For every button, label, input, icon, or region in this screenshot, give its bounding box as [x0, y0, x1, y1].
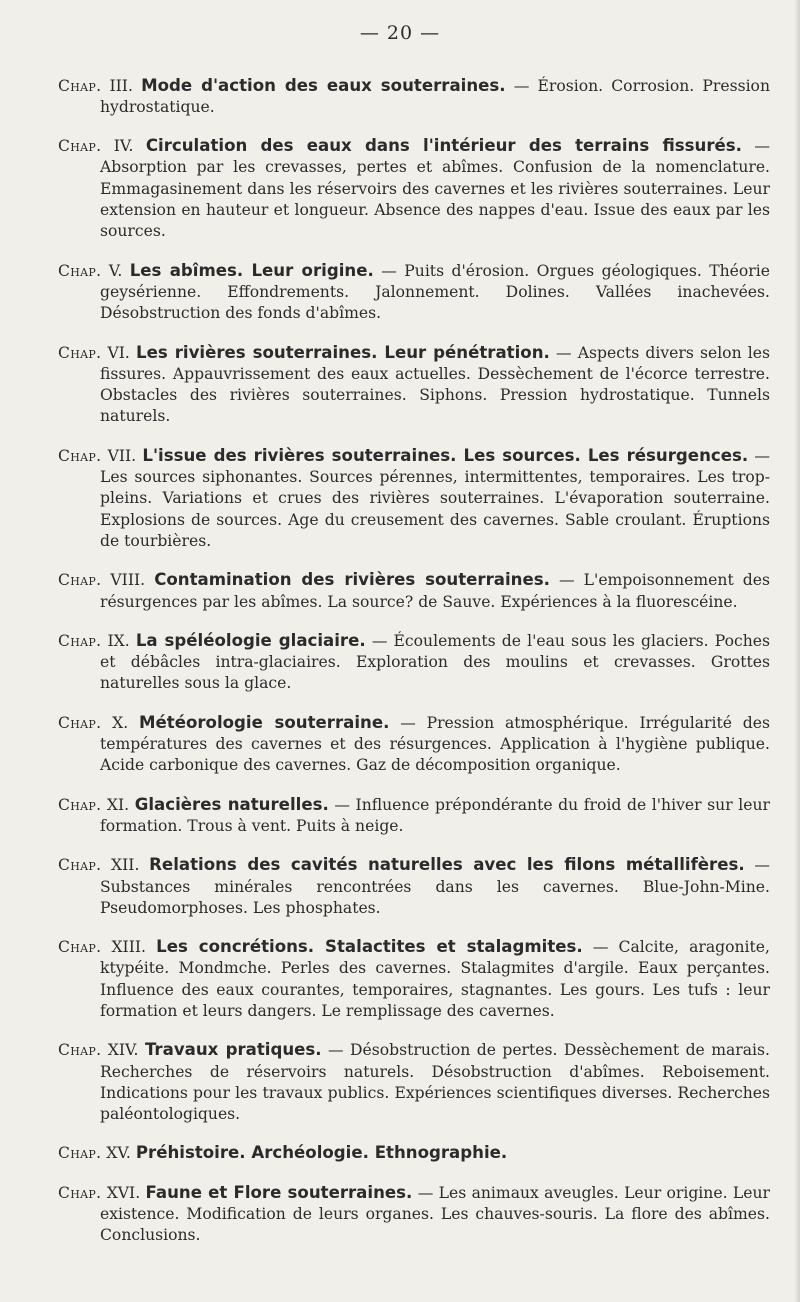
chapter-summary: — Écoulements de l'eau sous les glaciers. Poches et débâcles intra-glaciaires. Exploration des moulins et crevasses. Grottes naturelles sous la glace.	[100, 631, 770, 693]
chapter-title: Météorologie souterraine.	[139, 712, 390, 732]
chapter-number: XII.	[111, 856, 140, 875]
chapter-summary: — Les animaux aveugles. Leur origine. Leur existence. Modification de leurs organes. Les chauves-souris. La flore des abîmes. Conclusions.	[100, 1183, 770, 1245]
chapter-title: L'issue des rivières souterraines. Les sources. Les résurgences.	[142, 445, 749, 465]
chapter-number: V.	[108, 261, 123, 280]
chapter-summary: — Puits d'érosion. Orgues géologiques. Théorie geysérienne. Effondrements. Jalonnement. Dolines. Vallées inachevées. Désobstruction des fonds d'abîmes.	[100, 261, 770, 323]
chapter-number: VIII.	[110, 571, 146, 590]
chapter-number: XIV.	[107, 1041, 139, 1060]
chapter-summary: — Les sources siphonantes. Sources pérennes, intermittentes, temporaires. Les trop-pleins. Variations et crues des rivières souterraines. L'évaporation souterraine. Explosions de sources. Age du creusement des cavernes. Sable croulant. Éruptions de tourbières.	[100, 446, 770, 550]
chapter-title: Relations des cavités naturelles avec les filons métallifères.	[149, 855, 745, 875]
chapter-number: XV.	[106, 1144, 131, 1163]
chapter-title: Les abîmes. Leur origine.	[129, 260, 374, 280]
chap-label: Chap.	[58, 343, 102, 362]
chap-label: Chap.	[58, 856, 102, 875]
toc-entry-xiv	[58, 1039, 770, 1125]
chapter-title: Préhistoire. Archéologie. Ethnographie.	[135, 1143, 508, 1163]
chapter-title: Travaux pratiques.	[144, 1040, 322, 1060]
chap-label: Chap.	[58, 1183, 102, 1202]
chapter-summary: — Aspects divers selon les fissures. Appauvrissement des eaux actuelles. Dessèchement de l'écorce terrestre. Obstacles des rivières souterraines. Siphons. Pression hydrostatique. Tunnels naturels.	[100, 343, 770, 426]
chapter-summary: — Influence prépondérante du froid de l'hiver sur leur formation. Trous à vent. Puits à neige.	[100, 795, 770, 835]
chap-label: Chap.	[58, 1041, 102, 1060]
toc-entry-vii	[58, 445, 770, 552]
chapter-summary: — Calcite, aragonite, ktypéite. Mondmche. Perles des cavernes. Stalagmites d'argile. Eaux perçantes. Influence des eaux courantes, temporaires, stagnantes. Les gours. Les tufs : leur formation et leurs dangers. Le remplissage des cavernes.	[100, 938, 770, 1020]
chapter-title: Contamination des rivières souterraines.	[154, 570, 550, 590]
chapter-summary: — Érosion. Corrosion. Pression hydrostatique.	[100, 76, 770, 116]
toc-entry-xi	[58, 794, 770, 838]
toc-entry-xv	[58, 1142, 770, 1164]
chap-label: Chap.	[58, 261, 102, 280]
toc-entry-v	[58, 260, 770, 325]
chapter-number: IV.	[113, 137, 134, 156]
chapter-number: X.	[112, 713, 129, 732]
chapter-title: La spéléologie glaciaire.	[135, 630, 366, 650]
chap-label: Chap.	[58, 713, 102, 732]
toc-entry-x	[58, 712, 770, 777]
chapter-title: Les concrétions. Stalactites et stalagmites.	[156, 937, 583, 957]
chap-label: Chap.	[58, 571, 102, 590]
chapter-number: IX.	[107, 631, 130, 650]
chapter-number: XVI.	[106, 1183, 141, 1202]
chap-label: Chap.	[58, 1144, 102, 1163]
chapter-title: Glacières naturelles.	[134, 794, 329, 814]
chapter-summary: — Absorption par les crevasses, pertes et abîmes. Confusion de la nomenclature. Emmagasinement dans les réservoirs des cavernes et les rivières souterraines. Leur extension en hauteur et longueur. Absence des nappes d'eau. Issue des eaux par les sources.	[100, 137, 770, 241]
toc-entry-iii	[58, 75, 770, 119]
chapter-number: III.	[109, 76, 133, 95]
page-edge-shadow	[794, 0, 800, 1302]
chap-label: Chap.	[58, 938, 102, 957]
chapter-summary: — Désobstruction de pertes. Dessèchement de marais. Recherches de réservoirs naturels. Désobstruction d'abîmes. Reboisement. Indications pour les travaux publics. Expériences scientifiques diverses. Recherches paléontologiques.	[100, 1041, 770, 1124]
chapter-number: VI.	[107, 343, 130, 362]
chap-label: Chap.	[58, 631, 102, 650]
chap-label: Chap.	[58, 76, 102, 95]
table-of-contents	[58, 59, 770, 1264]
toc-entry-iv	[58, 135, 770, 242]
toc-entry-xvi	[58, 1182, 770, 1247]
toc-entry-xiii	[58, 936, 770, 1022]
chapter-summary: — Substances minérales rencontrées dans les cavernes. Blue-John-Mine. Pseudomorphoses. Les phosphates.	[100, 856, 770, 917]
chap-label: Chap.	[58, 137, 102, 156]
page-number: — 20 —	[359, 22, 441, 44]
toc-entry-vi	[58, 342, 770, 428]
chapter-title: Circulation des eaux dans l'intérieur des terrains fissurés.	[145, 136, 742, 156]
chapter-title: Faune et Flore souterraines.	[145, 1182, 413, 1202]
chapter-number: XI.	[106, 795, 130, 814]
chap-label: Chap.	[58, 446, 102, 465]
chapter-summary: — Pression atmosphérique. Irrégularité des températures des cavernes et des résurgences. Application à l'hygiène publique. Acide carbonique des cavernes. Gaz de décomposition organique.	[100, 713, 770, 775]
chapter-title: Les rivières souterraines. Leur pénétration.	[136, 342, 550, 362]
toc-entry-xii	[58, 854, 770, 919]
chapter-title: Mode d'action des eaux souterraines.	[141, 75, 506, 95]
chapter-number: XIII.	[111, 938, 146, 957]
chap-label: Chap.	[58, 795, 102, 814]
toc-entry-viii	[58, 569, 770, 613]
toc-entry-ix	[58, 630, 770, 695]
chapter-number: VII.	[107, 446, 137, 465]
chapter-summary: — L'empoisonnement des résurgences par les abîmes. La source? de Sauve. Expériences à la fluorescéine.	[100, 571, 770, 611]
